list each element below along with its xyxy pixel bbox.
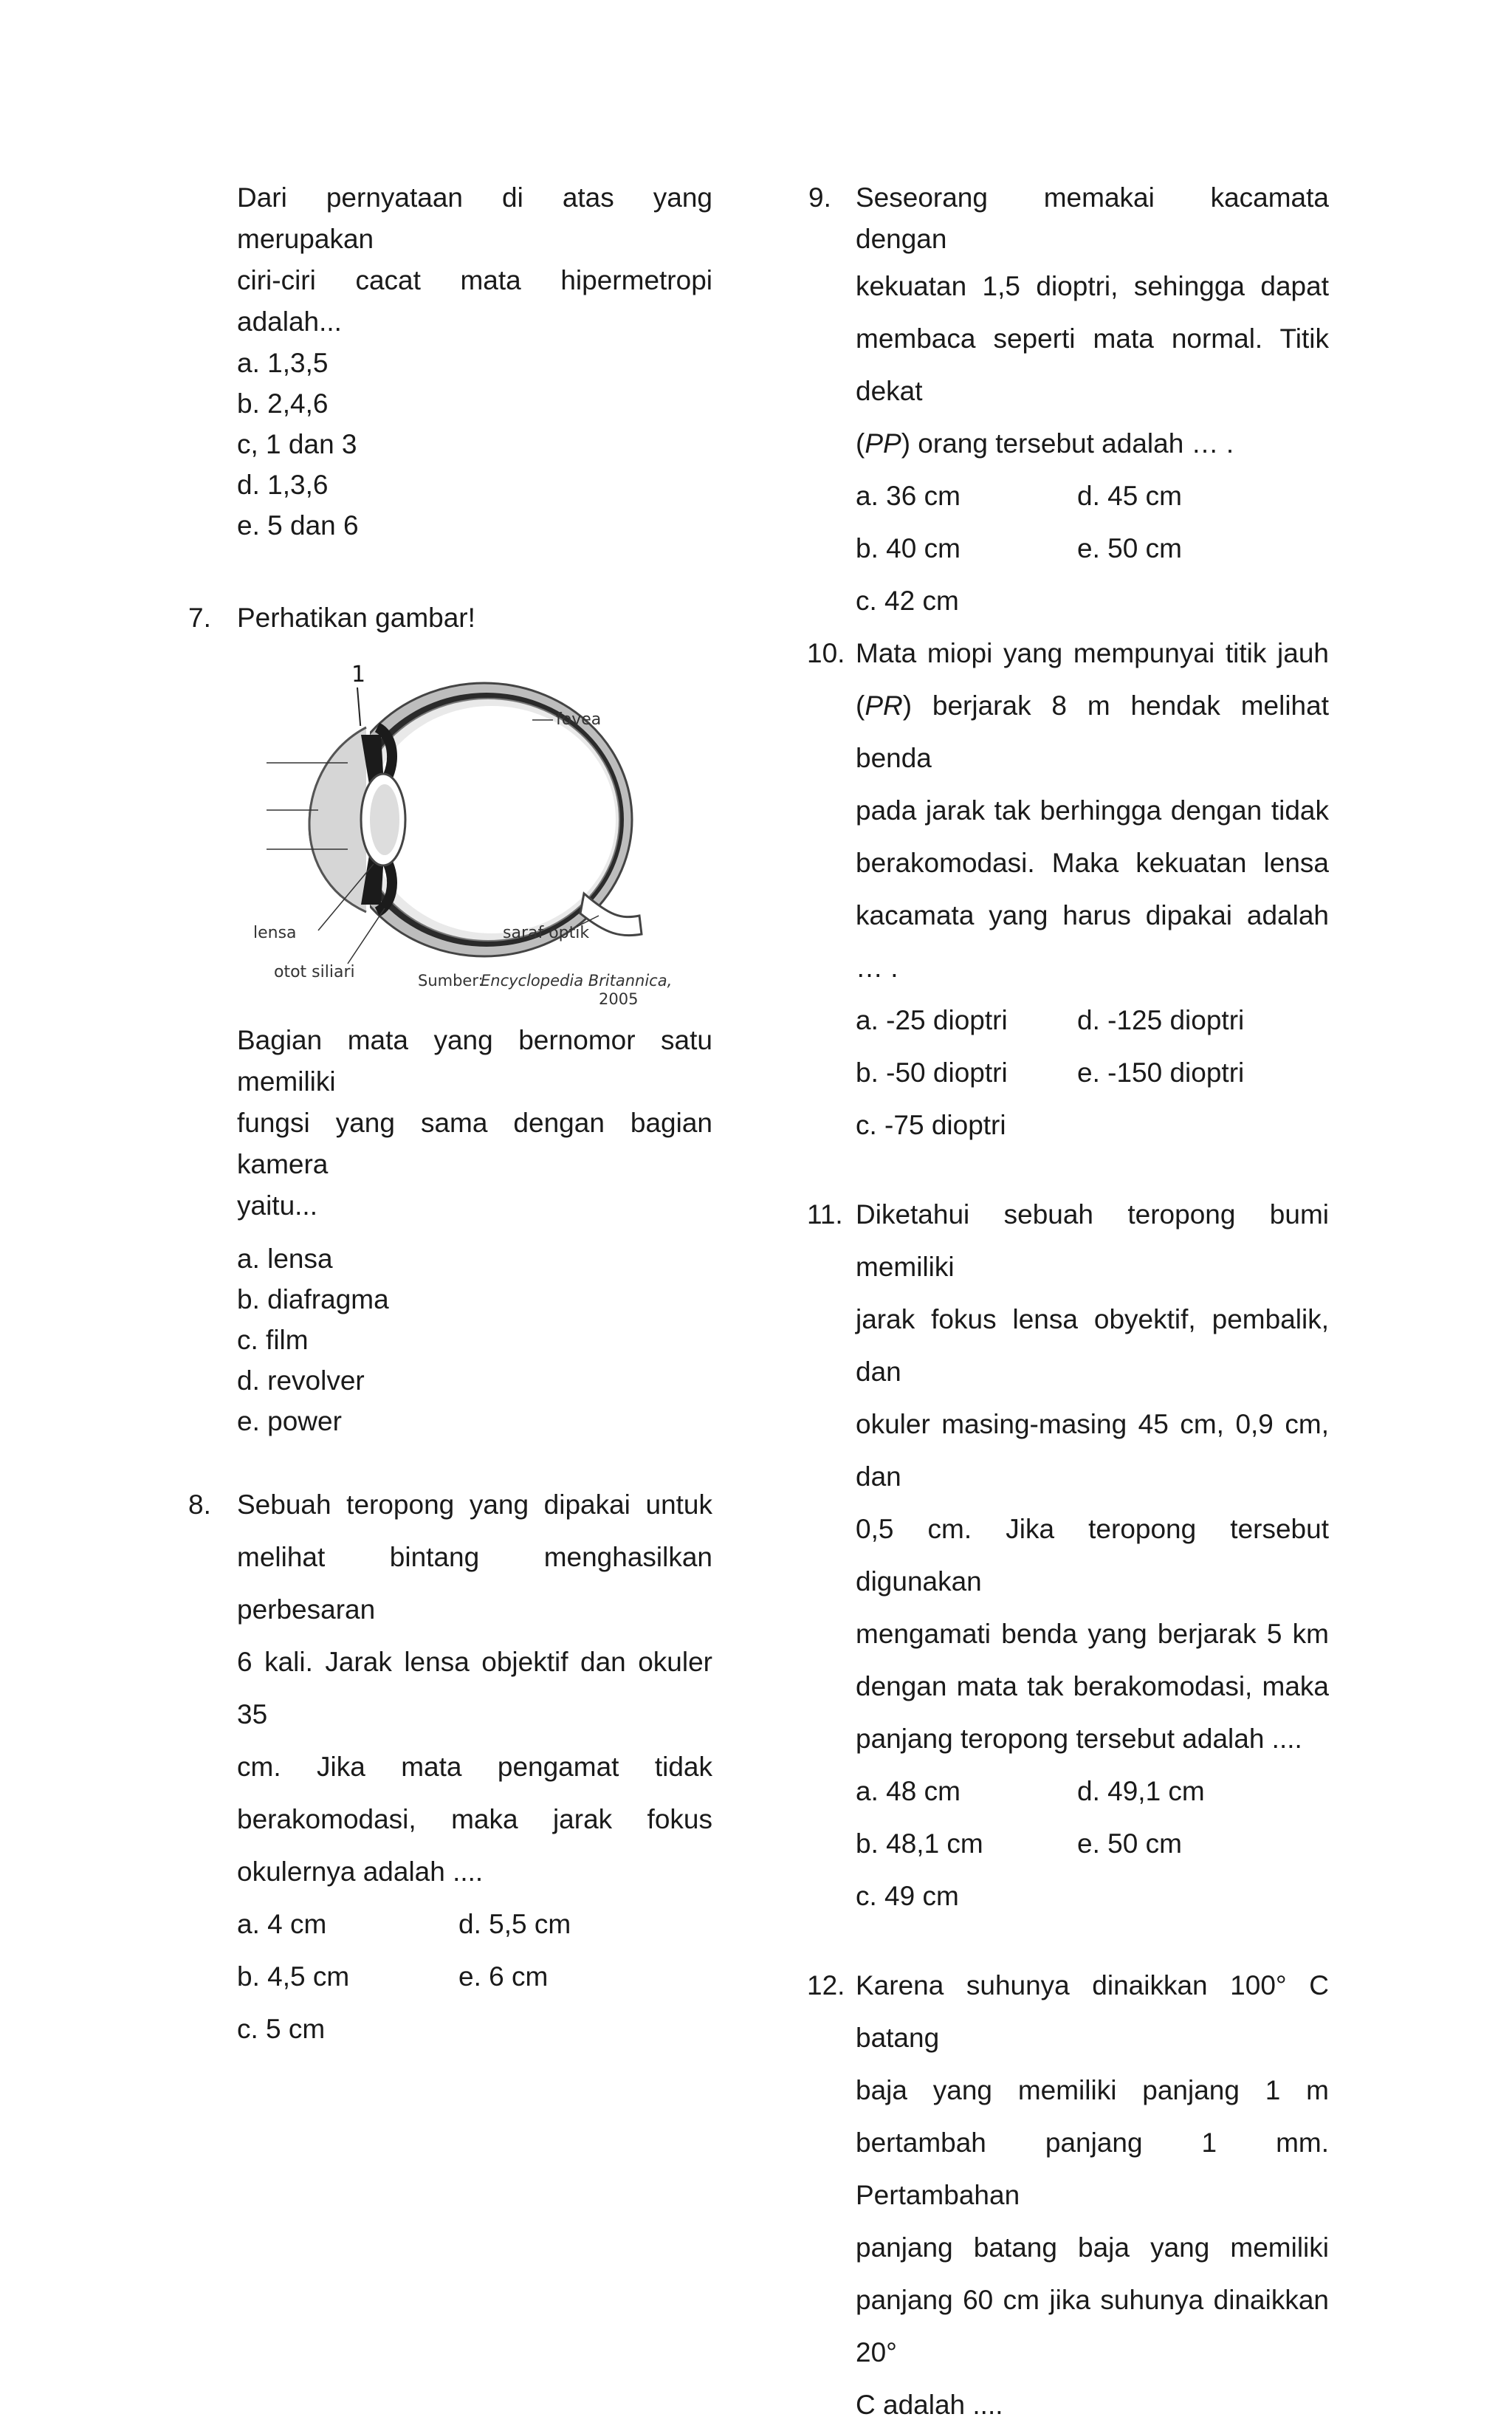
question-11-text [856, 1188, 1329, 1765]
question-10-line-1: Mata miopi yang mempunyai titik jauh [856, 638, 1329, 668]
question-9-line-4-rest: ) orang tersebut adalah … . [901, 428, 1234, 459]
optic-nerve [580, 894, 642, 936]
question-9-text [856, 177, 1329, 470]
figure-source-title: Encyclopedia Britannica, [481, 972, 673, 990]
cornea-front [309, 727, 366, 912]
question-10 [808, 627, 1329, 1151]
eye-diagram [237, 639, 673, 1008]
question-7 [188, 597, 712, 639]
question-8-line-6: okulernya adalah .... [237, 1856, 484, 1887]
question-11-options [856, 1765, 1329, 1922]
question-8-option-c: c. 5 cm [237, 2014, 326, 2044]
right-column [808, 177, 1329, 2431]
intro-block [188, 177, 712, 546]
question-number: 9. [808, 182, 831, 213]
question-12-line-4: panjang batang baja yang memiliki [856, 2232, 1329, 2263]
question-10-option-a: a. -25 dioptri [856, 1005, 1008, 1035]
question-8-text [237, 1478, 712, 1898]
question-7-body [188, 1020, 712, 1441]
question-9-options [856, 470, 1329, 627]
question-7-text-1: Bagian mata yang bernomor satu memiliki [237, 1025, 712, 1097]
question-8-option-e: e. 6 cm [458, 1961, 549, 1992]
question-8-option-d: d. 5,5 cm [458, 1909, 571, 1939]
question-7-text-3: yaitu... [237, 1190, 317, 1221]
figure-source-prefix: Sumber: [418, 972, 484, 990]
question-10-option-e: e. -150 dioptri [1077, 1057, 1245, 1088]
question-9-pp: PP [865, 428, 901, 459]
question-10-line-2: (PR) berjarak 8 m hendak melihat benda [856, 690, 1329, 773]
question-12-text [856, 1959, 1329, 2431]
question-number: 7. [188, 603, 211, 633]
question-7-option-e: e. power [237, 1406, 342, 1436]
question-7-option-d: d. revolver [237, 1365, 365, 1396]
question-10-line-3: pada jarak tak berhingga dengan tidak [856, 795, 1329, 826]
question-number: 11. [807, 1199, 843, 1230]
label-fovea: fovea [556, 710, 602, 729]
eye-diagram-svg [237, 639, 673, 1008]
question-9-option-d: d. 45 cm [1077, 481, 1182, 511]
question-7-prompt: Perhatikan gambar! [237, 603, 475, 633]
question-9-option-a: a. 36 cm [856, 481, 961, 511]
question-8-line-3: 6 kali. Jarak lensa objektif dan okuler 35 [237, 1647, 712, 1729]
lens-core [370, 784, 399, 855]
question-12-line-5: panjang 60 cm jika suhunya dinaikkan 20° [856, 2285, 1329, 2367]
question-7-text-2: fungsi yang sama dengan bagian kamera [237, 1108, 712, 1179]
intro-line-2: ciri-ciri cacat mata hipermetropi adalah... [237, 265, 712, 337]
question-11-option-b: b. 48,1 cm [856, 1828, 983, 1859]
question-11-line-4: 0,5 cm. Jika teropong tersebut digunakan [856, 1514, 1329, 1597]
question-7-option-a: a. lensa [237, 1244, 333, 1274]
question-8-line-4: cm. Jika mata pengamat tidak [237, 1752, 712, 1782]
question-10-pr: PR [865, 690, 903, 721]
question-10-option-b: b. -50 dioptri [856, 1057, 1008, 1088]
question-10-option-c: c. -75 dioptri [856, 1110, 1006, 1140]
question-8-line-2: melihat bintang menghasilkan perbesaran [237, 1542, 712, 1625]
question-11-option-c: c. 49 cm [856, 1881, 959, 1911]
question-10-line-4: berakomodasi. Maka kekuatan lensa [856, 848, 1329, 878]
question-11 [808, 1188, 1329, 1922]
intro-option-e: e. 5 dan 6 [237, 510, 359, 541]
question-number: 8. [188, 1489, 211, 1520]
question-9 [808, 177, 1329, 627]
question-8-line-5: berakomodasi, maka jarak fokus [237, 1804, 712, 1834]
question-8-options [237, 1898, 712, 2055]
question-11-line-6: dengan mata tak berakomodasi, maka [856, 1671, 1329, 1701]
question-10-option-d: d. -125 dioptri [1077, 1005, 1245, 1035]
question-9-line-4: (PP) orang tersebut adalah … . [856, 428, 1234, 459]
question-12-line-6: C adalah .... [856, 2390, 1003, 2420]
intro-option-d: d. 1,3,6 [237, 470, 329, 500]
question-9-option-e: e. 50 cm [1077, 533, 1182, 563]
left-column [188, 177, 712, 2055]
question-11-line-3: okuler masing-masing 45 cm, 0,9 cm, dan [856, 1409, 1329, 1492]
question-7-option-c: c. film [237, 1325, 309, 1355]
question-11-option-a: a. 48 cm [856, 1776, 961, 1806]
question-11-option-d: d. 49,1 cm [1077, 1776, 1205, 1806]
question-8 [188, 1478, 712, 2055]
question-8-option-b: b. 4,5 cm [237, 1961, 350, 1992]
question-12-line-2: baja yang memiliki panjang 1 m [856, 2075, 1329, 2105]
label-otot-siliari: otot siliari [274, 963, 355, 981]
question-9-line-3: membaca seperti mata normal. Titik dekat [856, 323, 1329, 406]
question-10-text [856, 627, 1329, 994]
question-9-line-2: kekuatan 1,5 dioptri, sehingga dapat [856, 271, 1329, 301]
question-10-line-2-rest: ) berjarak 8 m hendak melihat benda [856, 690, 1329, 773]
question-11-option-e: e. 50 cm [1077, 1828, 1182, 1859]
question-number: 10. [807, 638, 845, 668]
intro-option-c: c, 1 dan 3 [237, 429, 357, 459]
question-11-line-7: panjang teropong tersebut adalah .... [856, 1724, 1302, 1754]
intro-option-b: b. 2,4,6 [237, 388, 329, 419]
question-8-option-a: a. 4 cm [237, 1909, 327, 1939]
question-10-options [856, 994, 1329, 1151]
label-saraf-optik: saraf optik [503, 924, 590, 942]
question-10-line-5: kacamata yang harus dipakai adalah … . [856, 900, 1329, 983]
question-number: 12. [807, 1970, 845, 2000]
question-9-option-b: b. 40 cm [856, 533, 961, 563]
question-12 [808, 1959, 1329, 2431]
question-12-line-3: bertambah panjang 1 mm. Pertambahan [856, 2127, 1329, 2210]
figure-source-year: 2005 [599, 990, 639, 1008]
pointer-otot [348, 908, 385, 964]
question-8-line-1: Sebuah teropong yang dipakai untuk [237, 1489, 712, 1520]
question-7-option-b: b. diafragma [237, 1284, 389, 1314]
question-12-line-1: Karena suhunya dinaikkan 100° C batang [856, 1970, 1329, 2053]
intro-option-a: a. 1,3,5 [237, 348, 329, 378]
question-11-line-1: Diketahui sebuah teropong bumi memiliki [856, 1199, 1329, 1282]
question-11-line-2: jarak fokus lensa obyektif, pembalik, dan [856, 1304, 1329, 1387]
question-11-line-5: mengamati benda yang berjarak 5 km [856, 1619, 1329, 1649]
figure-number-label: 1 [351, 662, 366, 688]
label-lensa: lensa [253, 924, 297, 942]
intro-line-1: Dari pernyataan di atas yang merupakan [237, 182, 712, 254]
question-9-line-1: Seseorang memakai kacamata dengan [856, 182, 1329, 254]
question-9-option-c: c. 42 cm [856, 586, 959, 616]
